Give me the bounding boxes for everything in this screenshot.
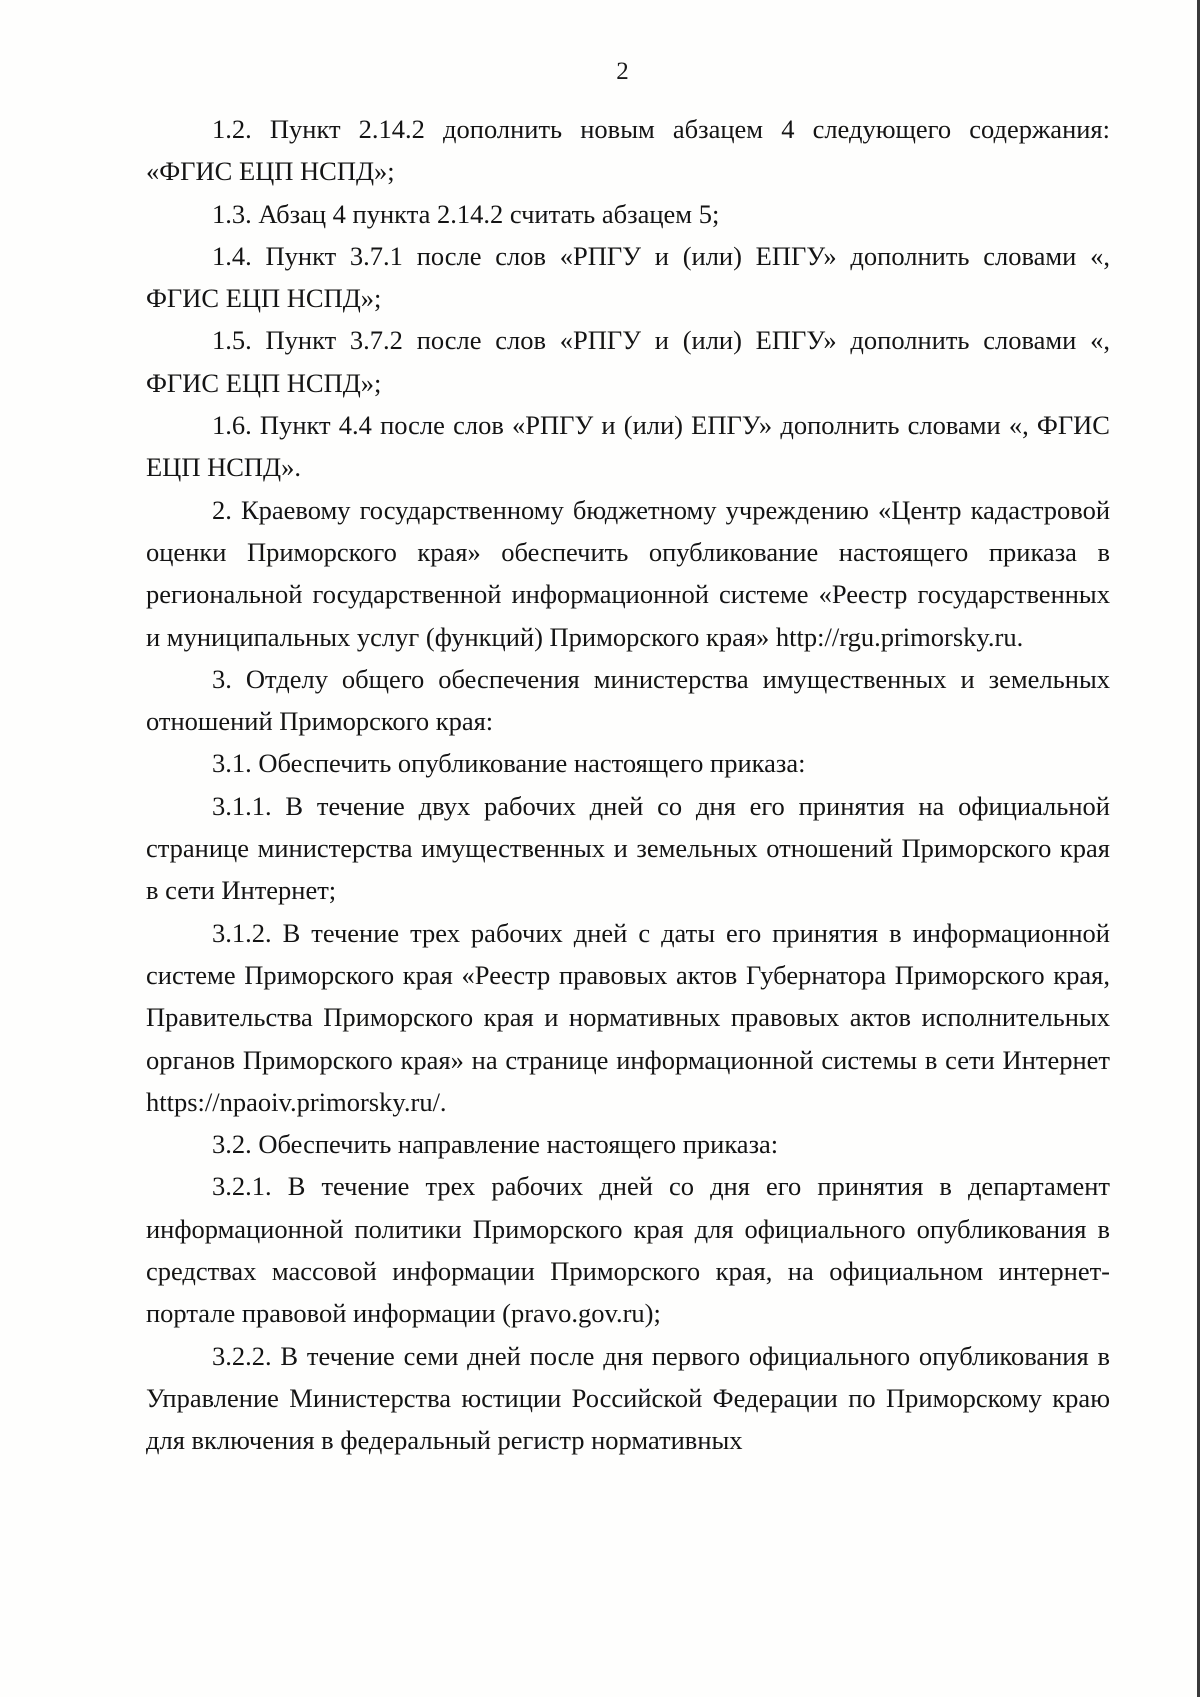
paragraph-3-2-1: 3.2.1. В течение трех рабочих дней со дня его принятия в департамент информационной политики Приморского края для официального опубликования в средствах массовой информации Приморского края, на официальном интернет-портале правовой информации (pravo.gov.ru);: [146, 1171, 1110, 1329]
paragraph-2: 2. Краевому государственному бюджетному учреждению «Центр кадастровой оценки Приморского края» обеспечить опубликование настоящего приказа в региональной государственной информационной системе «Реестр государственных и муниципальных услуг (функций) Приморского края» http://rgu.primorsky.ru.: [146, 494, 1110, 652]
document-body: [146, 108, 1110, 1462]
paragraph-1-3: 1.3. Абзац 4 пункта 2.14.2 считать абзацем 5;: [212, 198, 720, 229]
paragraph-1-2: 1.2. Пункт 2.14.2 дополнить новым абзацем 4 следующего содержания: «ФГИС ЕЦП НСПД»;: [146, 114, 1110, 187]
paragraph-1-5: 1.5. Пункт 3.7.2 после слов «РПГУ и (или) ЕПГУ» дополнить словами «, ФГИС ЕЦП НСПД»;: [146, 325, 1110, 398]
paragraph-3-2-2: 3.2.2. В течение семи дней после дня первого официального опубликования в Управление Министерства юстиции Российской Федерации по Приморскому краю для включения в федеральный регистр нормативных: [146, 1340, 1110, 1456]
paragraph-3-1-2: 3.1.2. В течение трех рабочих дней с даты его принятия в информационной системе Приморского края «Реестр правовых актов Губернатора Приморского края, Правительства Приморского края и нормативных правовых актов исполнительных органов Приморского края» на странице информационной системы в сети Интернет https://npaoiv.primorsky.ru/.: [146, 917, 1110, 1117]
paragraph-1-4: 1.4. Пункт 3.7.1 после слов «РПГУ и (или) ЕПГУ» дополнить словами «, ФГИС ЕЦП НСПД»;: [146, 240, 1110, 314]
paragraph-3: 3. Отделу общего обеспечения министерства имущественных и земельных отношений Приморского края:: [146, 663, 1110, 737]
page-number: 2: [616, 58, 629, 85]
paragraph-3-2: 3.2. Обеспечить направление настоящего приказа:: [212, 1129, 779, 1160]
paragraph-3-1-1: 3.1.1. В течение двух рабочих дней со дня его принятия на официальной странице министерства имущественных и земельных отношений Приморского края в сети Интернет;: [146, 790, 1110, 906]
paragraph-3-1: 3.1. Обеспечить опубликование настоящего приказа:: [212, 748, 806, 779]
paragraph-1-6: 1.6. Пункт 4.4 после слов «РПГУ и (или) ЕПГУ» дополнить словами «, ФГИС ЕЦП НСПД».: [146, 410, 1110, 483]
